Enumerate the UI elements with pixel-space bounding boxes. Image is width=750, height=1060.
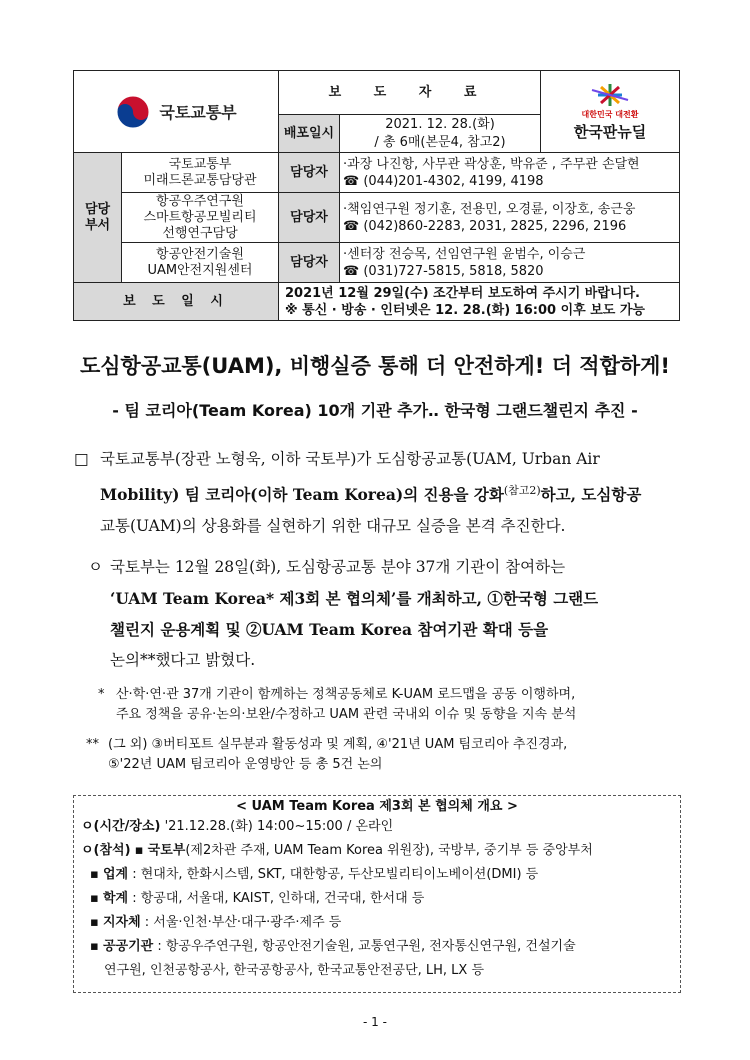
contact-people: ·과장 나진항, 사무관 곽상훈, 박유준 , 주무관 손달현	[343, 156, 640, 172]
overview-attendee-row	[81, 840, 593, 862]
overview-public-value: : 항공우주연구원, 항공안전기술원, 교통연구원, 전자통신연구원, 건설기술	[153, 939, 576, 954]
overview-public-row	[90, 936, 576, 958]
meeting-overview-box	[73, 795, 681, 993]
department-name: 국토교통부 미래드론교통담당관	[122, 153, 279, 193]
headline: 도심항공교통(UAM), 비행실증 통해 더 안전하게! 더 적합하게!	[79, 354, 671, 378]
taegeuk-emblem-icon	[115, 94, 151, 130]
note-1	[116, 685, 686, 725]
note-line: (그 외) ③버티포트 실무분과 활동성과 및 계획, ④'21년 UAM 팀코리아 추진경과,	[108, 737, 568, 752]
paragraph-line	[100, 475, 685, 511]
bullet-icon: ▪	[90, 891, 99, 906]
paragraph-line: 국토부는 12월 28일(화), 도심항공교통 분야 37개 기관이 참여하는	[110, 558, 566, 576]
note-line: 주요 정책을 공유·논의·보완/수정하고 UAM 관련 국내외 이슈 및 동향을 지속 분석	[116, 707, 577, 722]
newdeal-name: 한국판뉴딜	[573, 122, 647, 141]
overview-local-label: 지자체	[102, 915, 141, 930]
overview-public-label: 공공기관	[102, 939, 154, 954]
bullet-icon: ▪	[90, 915, 99, 930]
page-number: - 1 -	[363, 1015, 387, 1029]
contact-label: 담당자	[279, 193, 340, 243]
overview-public-row-cont: 연구원, 인천공항공사, 한국공항공사, 한국교통안전공단, LH, LX 등	[104, 963, 485, 978]
press-header-table	[73, 70, 680, 321]
note-1-mark: *	[98, 687, 105, 702]
ministry-logo-cell	[74, 71, 279, 153]
contact-people: ·센터장 전승목, 선임연구원 윤범수, 이승근	[343, 246, 586, 262]
paragraph-line: 챌린지 운용계획 및 ②UAM Team Korea 참여기관 확대 등을	[110, 620, 549, 639]
paragraph-line: 국토교통부(장관 노형욱, 이하 국토부)가 도심항공교통(UAM, Urban Air	[100, 450, 600, 468]
overview-local-value: : 서울·인천·부산·대구·광주·제주 등	[140, 915, 342, 930]
release-embargo: 2021년 12월 29일(수) 조간부터 보도하여 주시기 바랍니다.	[285, 285, 640, 301]
paragraph-1	[100, 444, 685, 542]
overview-gov-value: (제2차관 주재, UAM Team Korea 위원장), 국방부, 중기부 등 중앙부처	[185, 843, 593, 858]
overview-time-row	[81, 816, 393, 838]
overview-heading: < UAM Team Korea 제3회 본 협의체 개요 >	[236, 799, 518, 814]
overview-academia-value: : 항공대, 서울대, KAIST, 인하대, 건국대, 한서대 등	[128, 891, 425, 906]
note-line: ⑤'22년 UAM 팀코리아 운영방안 등 총 5건 논의	[108, 757, 383, 772]
distribution-date-cell	[340, 115, 541, 153]
department-label: 담당 부서	[74, 153, 122, 283]
overview-academia-row	[90, 888, 424, 910]
paragraph-line: 논의**했다고 밝혔다.	[110, 651, 256, 669]
overview-industry-label: 업계	[102, 867, 129, 882]
contact-label: 담당자	[279, 243, 340, 283]
overview-time-value: '21.12.28.(화) 14:00~15:00 / 온라인	[164, 819, 394, 834]
contact-info	[340, 243, 680, 283]
release-label: 보 도 일 시	[74, 283, 279, 321]
release-note: ※ 통신 · 방송 · 인터넷은 12. 28.(화) 16:00 이후 보도 가능	[285, 302, 645, 318]
paragraph-2	[110, 552, 685, 676]
paragraph-2-mark: ㅇ	[88, 558, 103, 576]
contact-info	[340, 193, 680, 243]
release-info	[279, 283, 680, 321]
newdeal-logo-icon	[588, 82, 632, 108]
emphasis-text: Mobility) 팀 코리아(이하 Team Korea)의 진용을 강화	[100, 485, 504, 505]
contact-phone: ☎ (044)201-4302, 4199, 4198	[343, 173, 544, 189]
bullet-icon: ▪	[90, 867, 99, 882]
note-2	[108, 735, 686, 775]
paragraph-1-mark: □	[74, 450, 89, 468]
newdeal-logo-cell	[541, 71, 680, 153]
contact-label: 담당자	[279, 153, 340, 193]
overview-attendee-label: ㅇ(참석)	[81, 843, 131, 858]
overview-local-row	[90, 912, 341, 934]
department-name: 항공우주연구원 스마트항공모빌리티 선행연구담당	[122, 193, 279, 243]
contact-people: ·책임연구원 정기훈, 전용민, 오경륜, 이장호, 송근웅	[343, 201, 636, 217]
overview-industry-value: : 현대차, 한화시스템, SKT, 대한항공, 두산모빌리티이노베이션(DMI) 등	[128, 867, 539, 882]
distribution-date: 2021. 12. 28.(화)	[385, 116, 495, 132]
overview-gov-label: 국토부	[147, 843, 186, 858]
paragraph-line: ‘UAM Team Korea* 제3회 본 협의체’를 개최하고, ①한국형 그랜드	[110, 589, 599, 608]
ministry-name: 국토교통부	[159, 103, 237, 122]
emphasis-text: 하고, 도심항공	[540, 485, 642, 505]
reference-sup: (참고2)	[503, 484, 541, 497]
subheadline: - 팀 코리아(Team Korea) 10개 기관 추가‥ 한국형 그랜드챌린지 추진 -	[112, 401, 638, 420]
contact-info	[340, 153, 680, 193]
newdeal-slogan: 대한민국 대전환	[581, 109, 639, 119]
department-name: 항공안전기술원 UAM안전지원센터	[122, 243, 279, 283]
paragraph-line: 교통(UAM)의 상용화를 실현하기 위한 대규모 실증을 본격 추진한다.	[100, 517, 566, 536]
contact-phone: ☎ (031)727-5815, 5818, 5820	[343, 263, 544, 279]
distribution-label: 배포일시	[279, 115, 340, 153]
overview-industry-row	[90, 864, 538, 886]
overview-time-label: ㅇ(시간/장소)	[81, 819, 161, 834]
press-release-title: 보 도 자 료	[279, 71, 541, 115]
bullet-icon: ▪	[134, 843, 144, 858]
distribution-pages: / 총 6매(본문4, 참고2)	[374, 134, 506, 150]
overview-academia-label: 학계	[102, 891, 129, 906]
note-line: 산·학·연·관 37개 기관이 함께하는 정책공동체로 K-UAM 로드맵을 공동 이행하며,	[116, 687, 576, 702]
bullet-icon: ▪	[90, 939, 99, 954]
note-2-mark: **	[86, 737, 99, 752]
contact-phone: ☎ (042)860-2283, 2031, 2825, 2296, 2196	[343, 218, 627, 234]
